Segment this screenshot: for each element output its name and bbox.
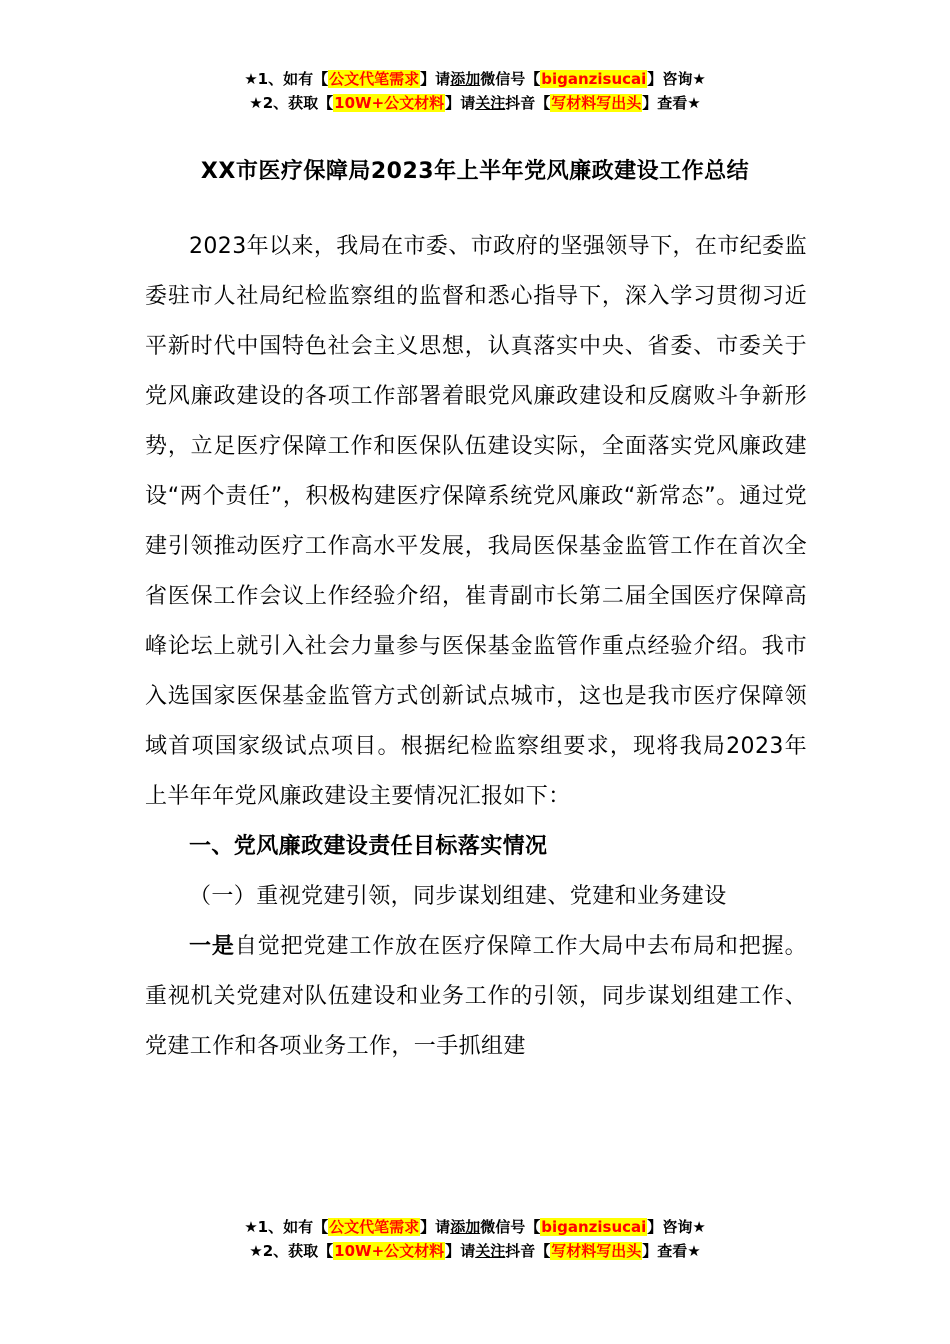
- banner-text: 请: [435, 1218, 451, 1236]
- banner-line-1: [0, 68, 950, 92]
- highlight-materials: 10W+公文材料: [334, 94, 445, 112]
- bracket: 【: [525, 70, 541, 88]
- section-heading: 一、党风廉政建设责任目标落实情况: [189, 834, 548, 859]
- underlined-text: 关注: [475, 94, 506, 112]
- bracket: 】: [642, 1242, 658, 1260]
- banner-text: 抖音: [505, 94, 536, 112]
- underlined-text: 关注: [475, 1242, 506, 1260]
- subsection-heading: （一）重视党建引领，同步谋划组建、党建和业务建设: [189, 884, 727, 909]
- bracket: 】: [647, 1218, 663, 1236]
- bracket: 】: [420, 1218, 436, 1236]
- highlight-wechat-id: biganzisucai: [541, 70, 647, 88]
- banner-text: ★1、如有: [244, 1218, 314, 1236]
- bracket: 【: [318, 1242, 334, 1260]
- highlight-materials: 10W+公文材料: [334, 1242, 445, 1260]
- banner-text: 请: [460, 94, 476, 112]
- banner-text: ★2、获取: [249, 1242, 319, 1260]
- point-label: 一是: [189, 934, 235, 959]
- banner-text: 查看★: [657, 94, 701, 112]
- banner-text: ★2、获取: [249, 94, 319, 112]
- bracket: 】: [420, 70, 436, 88]
- banner-text: 请: [435, 70, 451, 88]
- bracket: 【: [535, 1242, 551, 1260]
- highlight-wechat-id: biganzisucai: [541, 1218, 647, 1236]
- point-text: 自觉把党建工作放在医疗保障工作大局中去布局和把握。重视机关党建对队伍建设和业务工作的引领，同步谋划组建工作、党建工作和各项业务工作，一手抓组建: [145, 934, 807, 1059]
- banner-text: 微信号: [480, 1218, 526, 1236]
- underlined-text: 添加: [450, 70, 481, 88]
- header-banner: [0, 68, 950, 116]
- bracket: 【: [313, 1218, 329, 1236]
- bracket: 【: [525, 1218, 541, 1236]
- banner-text: 微信号: [480, 70, 526, 88]
- highlight-service: 公文代笔需求: [329, 1218, 420, 1236]
- banner-text: 咨询★: [662, 70, 706, 88]
- banner-text: ★1、如有: [244, 70, 314, 88]
- highlight-douyin-id: 写材料写出头: [551, 94, 642, 112]
- highlight-service: 公文代笔需求: [329, 70, 420, 88]
- bracket: 】: [445, 1242, 461, 1260]
- banner-text: 抖音: [505, 1242, 536, 1260]
- banner-line-2: [0, 1240, 950, 1264]
- bracket: 】: [647, 70, 663, 88]
- intro-paragraph: 2023年以来，我局在市委、市政府的坚强领导下，在市纪委监委驻市人社局纪检监察组的监督和悉心指导下，深入学习贯彻习近平新时代中国特色社会主义思想，认真落实中央、省委、市委关于党风廉政建设的各项工作部署着眼党风廉政建设和反腐败斗争新形势，立足医疗保障工作和医保队伍建设实际，全面落实党风廉政建设“两个责任”，积极构建医疗保障系统党风廉政“新常态”。通过党建引领推动医疗工作高水平发展，我局医保基金监管工作在首次全省医保工作会议上作经验介绍，崔青副市长第二届全国医疗保障高峰论坛上就引入社会力量参与医保基金监管作重点经验介绍。我市入选国家医保基金监管方式创新试点城市，这也是我市医疗保障领域首项国家级试点项目。根据纪检监察组要求，现将我局2023年上半年年党风廉政建设主要情况汇报如下：: [145, 234, 807, 809]
- document-body: [145, 222, 807, 1072]
- banner-text: 请: [460, 1242, 476, 1260]
- document-title: XX市医疗保障局2023年上半年党风廉政建设工作总结: [200, 159, 750, 184]
- highlight-douyin-id: 写材料写出头: [551, 1242, 642, 1260]
- footer-banner: [0, 1216, 950, 1264]
- bracket: 【: [318, 94, 334, 112]
- bracket: 【: [313, 70, 329, 88]
- bracket: 】: [642, 94, 658, 112]
- banner-line-1: [0, 1216, 950, 1240]
- banner-text: 咨询★: [662, 1218, 706, 1236]
- point-paragraph: [145, 922, 807, 1072]
- banner-text: 查看★: [657, 1242, 701, 1260]
- bracket: 【: [535, 94, 551, 112]
- underlined-text: 添加: [450, 1218, 481, 1236]
- banner-line-2: [0, 92, 950, 116]
- bracket: 】: [445, 94, 461, 112]
